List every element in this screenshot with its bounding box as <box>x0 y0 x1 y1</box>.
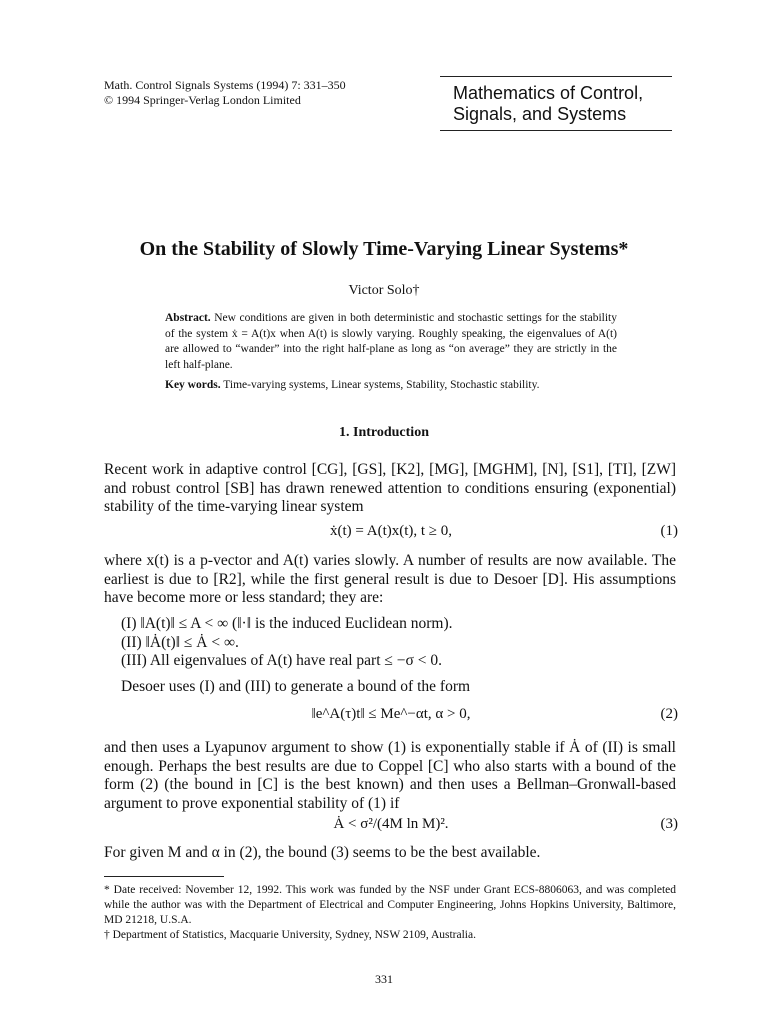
paragraph: Desoer uses (I) and (III) to generate a bound of the form <box>121 678 471 695</box>
paragraph: For given M and α in (2), the bound (3) seems to be the best available. <box>104 844 541 861</box>
equation-expression: ‖e^A(τ)t‖ ≤ Me^−αt, α > 0, <box>311 706 471 722</box>
equation-3 <box>104 816 678 835</box>
assumption-list <box>121 615 676 671</box>
page-number: 331 <box>375 972 393 986</box>
paragraph: and then uses a Lyapunov argument to show (1) is exponentially stable if Ȧ of (II) is small enough. Perhaps the best results are due to Coppel [C] who also starts with a bound of the form (2) (the bound in [C] is the best known) and then uses a Bellman–Gronwall-based argument to prove exponential stability of (1) if <box>104 739 676 812</box>
assumption-item: (III) All eigenvalues of A(t) have real part ≤ −σ < 0. <box>121 652 442 669</box>
citation-header <box>104 78 346 108</box>
journal-title-line: Signals, and Systems <box>453 104 627 124</box>
abstract-label: Abstract. <box>165 312 211 324</box>
equation-2 <box>104 706 678 725</box>
abstract <box>165 311 617 373</box>
keywords-label: Key words. <box>165 379 221 391</box>
journal-title-line: Mathematics of Control, <box>453 83 644 103</box>
equation-1 <box>104 523 678 542</box>
author-name: Victor Solo† <box>348 283 420 298</box>
equation-number: (1) <box>660 523 678 539</box>
paragraph: Recent work in adaptive control [CG], [GS], [K2], [MG], [MGHM], [N], [S1], [TI], [ZW] and robust control [SB] has drawn renewed attention to conditions ensuring (exponential) stability of the time-varying linear system <box>104 461 676 515</box>
assumption-item: (II) ‖Ȧ(t)‖ ≤ Ȧ < ∞. <box>121 633 239 651</box>
paragraph: where x(t) is a p-vector and A(t) varies slowly. A number of results are now available. The earliest is due to [R2], while the first general result is due to Desoer [D]. His assumptions have become more or less standard; they are: <box>104 552 676 606</box>
footnote: * Date received: November 12, 1992. This work was funded by the NSF under Grant ECS-8806063, and was completed while the author was with the Department of Electrical and Computer Engineering, Johns Hopkins University, Baltimore, MD 21218, U.S.A. <box>104 884 676 926</box>
equation-number: (2) <box>660 706 678 722</box>
footnotes <box>104 883 676 943</box>
copyright-line: © 1994 Springer-Verlag London Limited <box>104 93 301 107</box>
footnote: † Department of Statistics, Macquarie University, Sydney, NSW 2109, Australia. <box>104 929 476 941</box>
keywords-text: Time-varying systems, Linear systems, Stability, Stochastic stability. <box>220 379 540 391</box>
footnote-rule <box>104 876 224 877</box>
equation-expression: Ȧ < σ²/(4M ln M)². <box>333 816 449 832</box>
paper-title: On the Stability of Slowly Time-Varying Linear Systems* <box>139 238 629 260</box>
journal-bottom-rule <box>440 130 672 131</box>
journal-name-box <box>440 76 672 131</box>
equation-number: (3) <box>660 816 678 832</box>
abstract-text: New conditions are given in both deterministic and stochastic settings for the stability of the system ẋ = A(t)x when A(t) is slowly varying. Roughly speaking, the eigenvalues of A(t) are allowed to “wander” into the right half-plane as long as “on average” they are strictly in the left half-plane. <box>165 312 617 371</box>
journal-title <box>440 77 672 130</box>
equation-expression: ẋ(t) = A(t)x(t), t ≥ 0, <box>329 523 453 539</box>
citation-line: Math. Control Signals Systems (1994) 7: 331–350 <box>104 78 346 92</box>
assumption-item: (I) ‖A(t)‖ ≤ A < ∞ (‖·‖ is the induced Euclidean norm). <box>121 615 453 632</box>
section-heading: 1. Introduction <box>339 425 429 440</box>
keywords <box>165 378 625 394</box>
